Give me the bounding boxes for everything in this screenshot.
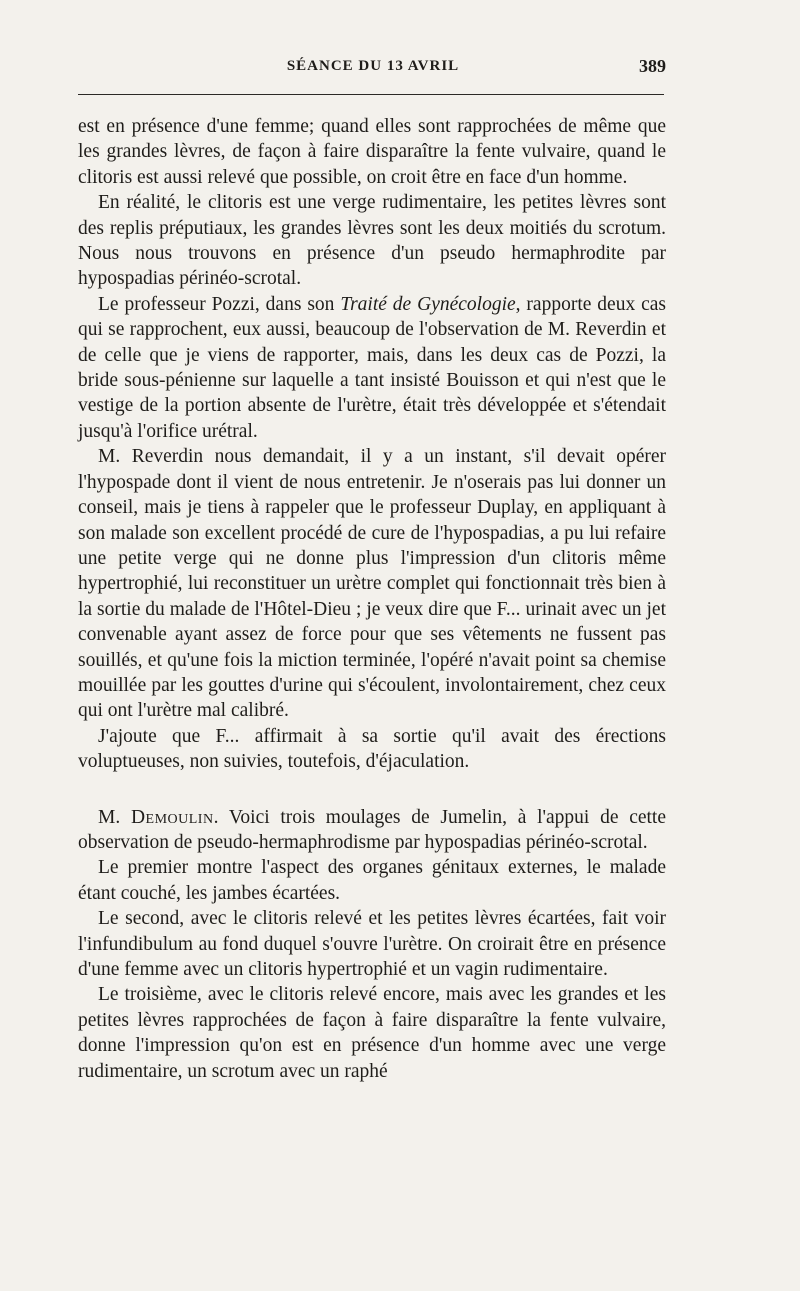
- paragraph-5: J'ajoute que F... affirmait à sa sortie qu'il avait des érections voluptueuses, non suivies, toutefois, d'éjaculation.: [78, 725, 666, 773]
- speaker-prefix: M.: [98, 806, 131, 828]
- demoulin-paragraph-3: Le troisième, avec le clitoris relevé encore, mais avec les grandes et les petites lèvres rapprochées de façon à faire disparaître la fente vulvaire, donne l'impression qu'on est en présence d'un homme avec une verge rudimentaire, un scrotum avec un raphé: [78, 984, 666, 1082]
- paragraph-4: M. Reverdin nous demandait, il y a un instant, s'il devait opérer l'hypospade dont il vient de nous entretenir. Je n'oserais pas lui donner un conseil, mais je tiens à rappeler que le professeur Duplay, en appliquant à son malade son excellent procédé de cure de l'hypospadias, a pu lui refaire une petite verge qui ne donne plus l'impression d'un clitoris même hypertrophié, lui reconstituer un urètre complet qui fonctionnait très bien à la sortie du malade de l'Hôtel-Dieu ; je veux dire que F... urinait avec un jet convenable ayant assez de force pour que ses vêtements ne fussent pas souillés, et qu'une fois la miction terminée, l'opéré n'avait point sa chemise mouillée par les gouttes d'urine qui s'écoulent, involontairement, chez ceux qui ont l'urètre mal calibré.: [78, 446, 666, 722]
- demoulin-intro-text: . Voici trois moulages de Jumelin, à l'appui de cette observation de pseudo-hermaphrodisme par hypospadias périnéo-scrotal.: [78, 806, 667, 853]
- paragraph-1: est en présence d'une femme; quand elles sont rapprochées de même que les grandes lèvres, de façon à faire disparaître la fente vulvaire, quand le clitoris est aussi relevé que possible, on croit être en face d'un homme.: [78, 116, 666, 188]
- paragraph-3-before: Le professeur Pozzi, dans son: [98, 293, 341, 315]
- section-gap: [78, 775, 666, 805]
- running-title: SÉANCE DU 13 AVRIL: [286, 58, 460, 74]
- header-rule: [78, 94, 664, 95]
- page-number: 389: [639, 56, 666, 76]
- body-text: [78, 114, 666, 1084]
- paragraph-3: [78, 292, 666, 444]
- paragraph-2: En réalité, le clitoris est une verge rudimentaire, les petites lèvres sont des replis préputiaux, les grandes lèvres sont les deux moitiés du scrotum. Nous nous trouvons en présence d'un pseudo hermaphrodite par hypospadias périnéo-scrotal.: [78, 192, 666, 290]
- demoulin-paragraph-2: Le second, avec le clitoris relevé et les petites lèvres écartées, fait voir l'infundibulum au fond duquel s'ouvre l'urètre. On croirait être en présence d'une femme avec un clitoris hypertrophié et un vagin rudimentaire.: [78, 908, 666, 980]
- demoulin-intro: [78, 805, 666, 856]
- paragraph-3-after: , rapporte deux cas qui se rapprochent, eux aussi, beaucoup de l'observation de M. Reverdin et de celle que je viens de rapporter, mais, dans les deux cas de Pozzi, la bride sous-pénienne sur laquelle a tant insisté Bouisson et qui n'est que le vestige de la portion absente de l'urètre, était très développée et s'étendait jusqu'à l'orifice urétral.: [78, 293, 666, 442]
- speaker-name: Demoulin: [130, 806, 214, 828]
- page-header: [78, 56, 668, 86]
- book-title: Traité de Gynécologie: [340, 293, 516, 315]
- demoulin-paragraph-1: Le premier montre l'aspect des organes génitaux externes, le malade étant couché, les jambes écartées.: [78, 857, 666, 904]
